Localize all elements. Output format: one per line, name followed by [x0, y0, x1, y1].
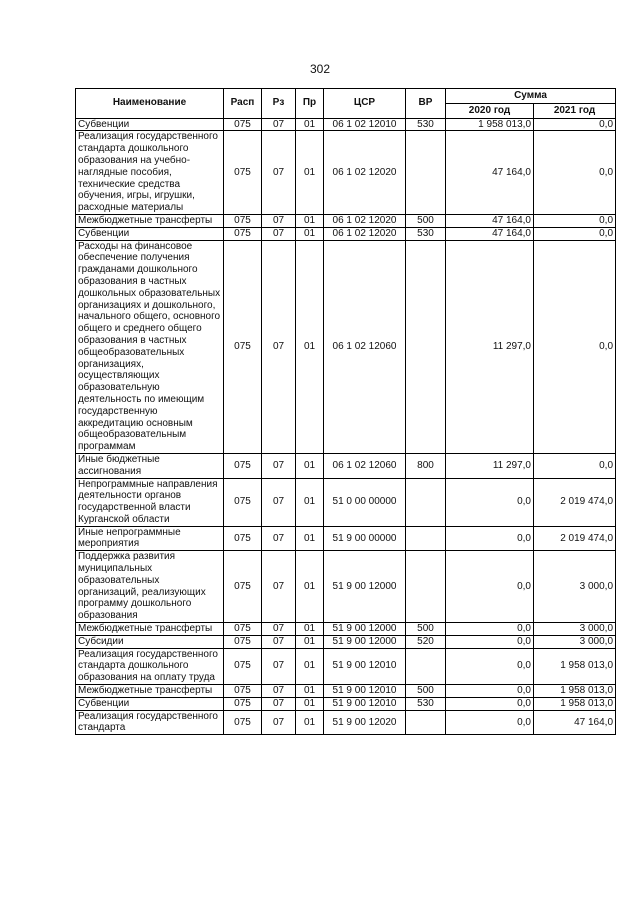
cell-rasp: 075 [224, 648, 262, 684]
cell-csr: 06 1 02 12020 [324, 214, 406, 227]
table-row [76, 131, 616, 215]
cell-csr: 51 9 00 12000 [324, 551, 406, 623]
cell-rasp: 075 [224, 240, 262, 453]
cell-rasp: 075 [224, 453, 262, 478]
cell-rasp: 075 [224, 697, 262, 710]
cell-csr: 51 0 00 00000 [324, 478, 406, 526]
cell-vr: 530 [406, 697, 446, 710]
cell-rasp: 075 [224, 635, 262, 648]
cell-csr: 06 1 02 12020 [324, 227, 406, 240]
cell-2021: 2 019 474,0 [534, 526, 616, 551]
cell-rasp: 075 [224, 118, 262, 131]
cell-rz: 07 [262, 526, 296, 551]
cell-vr [406, 526, 446, 551]
cell-2021: 3 000,0 [534, 623, 616, 636]
cell-pr: 01 [296, 227, 324, 240]
cell-rasp: 075 [224, 623, 262, 636]
header-csr: ЦСР [324, 89, 406, 119]
table-row [76, 240, 616, 453]
cell-2021: 0,0 [534, 453, 616, 478]
cell-2020: 0,0 [446, 623, 534, 636]
cell-2020: 0,0 [446, 648, 534, 684]
cell-2020: 0,0 [446, 710, 534, 735]
cell-pr: 01 [296, 214, 324, 227]
header-sum: Сумма [446, 89, 616, 104]
cell-2021: 1 958 013,0 [534, 697, 616, 710]
cell-2021: 0,0 [534, 131, 616, 215]
cell-2020: 11 297,0 [446, 453, 534, 478]
cell-pr: 01 [296, 453, 324, 478]
table-row [76, 697, 616, 710]
table-row [76, 685, 616, 698]
cell-vr [406, 131, 446, 215]
cell-name: Реализация государственного стандарта дошкольного образования на учебно-наглядные пособия, технические средства обучения, игры, игрушки, расходные материалы [76, 131, 224, 215]
cell-csr: 51 9 00 12000 [324, 635, 406, 648]
header-year-2020: 2020 год [446, 103, 534, 118]
cell-rasp: 075 [224, 685, 262, 698]
table-row [76, 648, 616, 684]
cell-csr: 06 1 02 12010 [324, 118, 406, 131]
cell-rasp: 075 [224, 478, 262, 526]
cell-vr [406, 551, 446, 623]
cell-rasp: 075 [224, 526, 262, 551]
cell-2020: 0,0 [446, 697, 534, 710]
cell-2021: 0,0 [534, 214, 616, 227]
cell-2021: 0,0 [534, 240, 616, 453]
cell-rz: 07 [262, 697, 296, 710]
header-row [76, 89, 616, 104]
cell-csr: 51 9 00 00000 [324, 526, 406, 551]
cell-rz: 07 [262, 227, 296, 240]
budget-table [75, 88, 616, 735]
cell-name: Межбюджетные трансферты [76, 623, 224, 636]
cell-csr: 06 1 02 12020 [324, 131, 406, 215]
cell-rz: 07 [262, 623, 296, 636]
cell-rz: 07 [262, 635, 296, 648]
table-row [76, 623, 616, 636]
cell-2021: 0,0 [534, 227, 616, 240]
cell-csr: 06 1 02 12060 [324, 453, 406, 478]
table-row [76, 453, 616, 478]
table-row [76, 118, 616, 131]
cell-name: Иные непрограммные мероприятия [76, 526, 224, 551]
cell-2021: 1 958 013,0 [534, 648, 616, 684]
cell-2020: 0,0 [446, 478, 534, 526]
cell-rasp: 075 [224, 214, 262, 227]
cell-pr: 01 [296, 710, 324, 735]
cell-pr: 01 [296, 131, 324, 215]
cell-vr: 500 [406, 623, 446, 636]
cell-vr: 500 [406, 685, 446, 698]
header-rasp: Расп [224, 89, 262, 119]
cell-name: Иные бюджетные ассигнования [76, 453, 224, 478]
cell-2021: 1 958 013,0 [534, 685, 616, 698]
cell-pr: 01 [296, 551, 324, 623]
cell-name: Реализация государственного стандарта дошкольного образования на оплату труда [76, 648, 224, 684]
cell-vr [406, 240, 446, 453]
cell-name: Субвенции [76, 697, 224, 710]
table-row [76, 635, 616, 648]
cell-vr: 520 [406, 635, 446, 648]
cell-name: Непрограммные направления деятельности органов государственной власти Курганской области [76, 478, 224, 526]
cell-csr: 51 9 00 12010 [324, 697, 406, 710]
cell-rz: 07 [262, 710, 296, 735]
cell-2020: 0,0 [446, 526, 534, 551]
cell-rz: 07 [262, 478, 296, 526]
cell-csr: 51 9 00 12020 [324, 710, 406, 735]
cell-2021: 2 019 474,0 [534, 478, 616, 526]
cell-name: Реализация государственного стандарта [76, 710, 224, 735]
cell-vr: 800 [406, 453, 446, 478]
header-name: Наименование [76, 89, 224, 119]
cell-name: Субвенции [76, 118, 224, 131]
cell-2020: 0,0 [446, 685, 534, 698]
cell-pr: 01 [296, 635, 324, 648]
cell-2020: 11 297,0 [446, 240, 534, 453]
cell-name: Субсидии [76, 635, 224, 648]
cell-csr: 51 9 00 12010 [324, 648, 406, 684]
cell-rz: 07 [262, 214, 296, 227]
cell-2020: 47 164,0 [446, 214, 534, 227]
table-row [76, 478, 616, 526]
cell-name: Поддержка развития муниципальных образовательных организаций, реализующих программу дошкольного образования [76, 551, 224, 623]
cell-pr: 01 [296, 623, 324, 636]
cell-vr [406, 478, 446, 526]
cell-rasp: 075 [224, 710, 262, 735]
cell-2020: 47 164,0 [446, 227, 534, 240]
table-body [76, 118, 616, 735]
header-rz: Рз [262, 89, 296, 119]
cell-pr: 01 [296, 118, 324, 131]
cell-vr: 530 [406, 118, 446, 131]
cell-pr: 01 [296, 240, 324, 453]
cell-2020: 47 164,0 [446, 131, 534, 215]
cell-csr: 51 9 00 12010 [324, 685, 406, 698]
cell-2021: 0,0 [534, 118, 616, 131]
cell-rz: 07 [262, 118, 296, 131]
cell-pr: 01 [296, 685, 324, 698]
cell-csr: 51 9 00 12000 [324, 623, 406, 636]
cell-name: Субвенции [76, 227, 224, 240]
cell-pr: 01 [296, 697, 324, 710]
header-vr: ВР [406, 89, 446, 119]
cell-vr [406, 648, 446, 684]
cell-2020: 0,0 [446, 635, 534, 648]
cell-2021: 3 000,0 [534, 635, 616, 648]
header-year-2021: 2021 год [534, 103, 616, 118]
cell-name: Межбюджетные трансферты [76, 214, 224, 227]
cell-rz: 07 [262, 453, 296, 478]
cell-vr [406, 710, 446, 735]
cell-rz: 07 [262, 648, 296, 684]
cell-pr: 01 [296, 526, 324, 551]
cell-rasp: 075 [224, 551, 262, 623]
cell-rz: 07 [262, 131, 296, 215]
cell-csr: 06 1 02 12060 [324, 240, 406, 453]
header-pr: Пр [296, 89, 324, 119]
cell-rz: 07 [262, 551, 296, 623]
cell-rz: 07 [262, 240, 296, 453]
cell-name: Расходы на финансовое обеспечение получения гражданами дошкольного образования в частных дошкольных образовательных организациях и дошкольного, начального общего, основного общего и среднего общего образования в частных общеобразовательных организациях, осуществляющих образовательную деятельность по имеющим государственную аккредитацию основным общеобразовательным программам [76, 240, 224, 453]
cell-pr: 01 [296, 648, 324, 684]
cell-2021: 3 000,0 [534, 551, 616, 623]
table-row [76, 710, 616, 735]
cell-rz: 07 [262, 685, 296, 698]
cell-vr: 500 [406, 214, 446, 227]
cell-2020: 1 958 013,0 [446, 118, 534, 131]
cell-2020: 0,0 [446, 551, 534, 623]
cell-pr: 01 [296, 478, 324, 526]
cell-name: Межбюджетные трансферты [76, 685, 224, 698]
cell-vr: 530 [406, 227, 446, 240]
table-row [76, 526, 616, 551]
cell-rasp: 075 [224, 227, 262, 240]
table-row [76, 214, 616, 227]
table-row [76, 227, 616, 240]
table-row [76, 551, 616, 623]
cell-rasp: 075 [224, 131, 262, 215]
page-number: 302 [309, 62, 331, 76]
cell-2021: 47 164,0 [534, 710, 616, 735]
